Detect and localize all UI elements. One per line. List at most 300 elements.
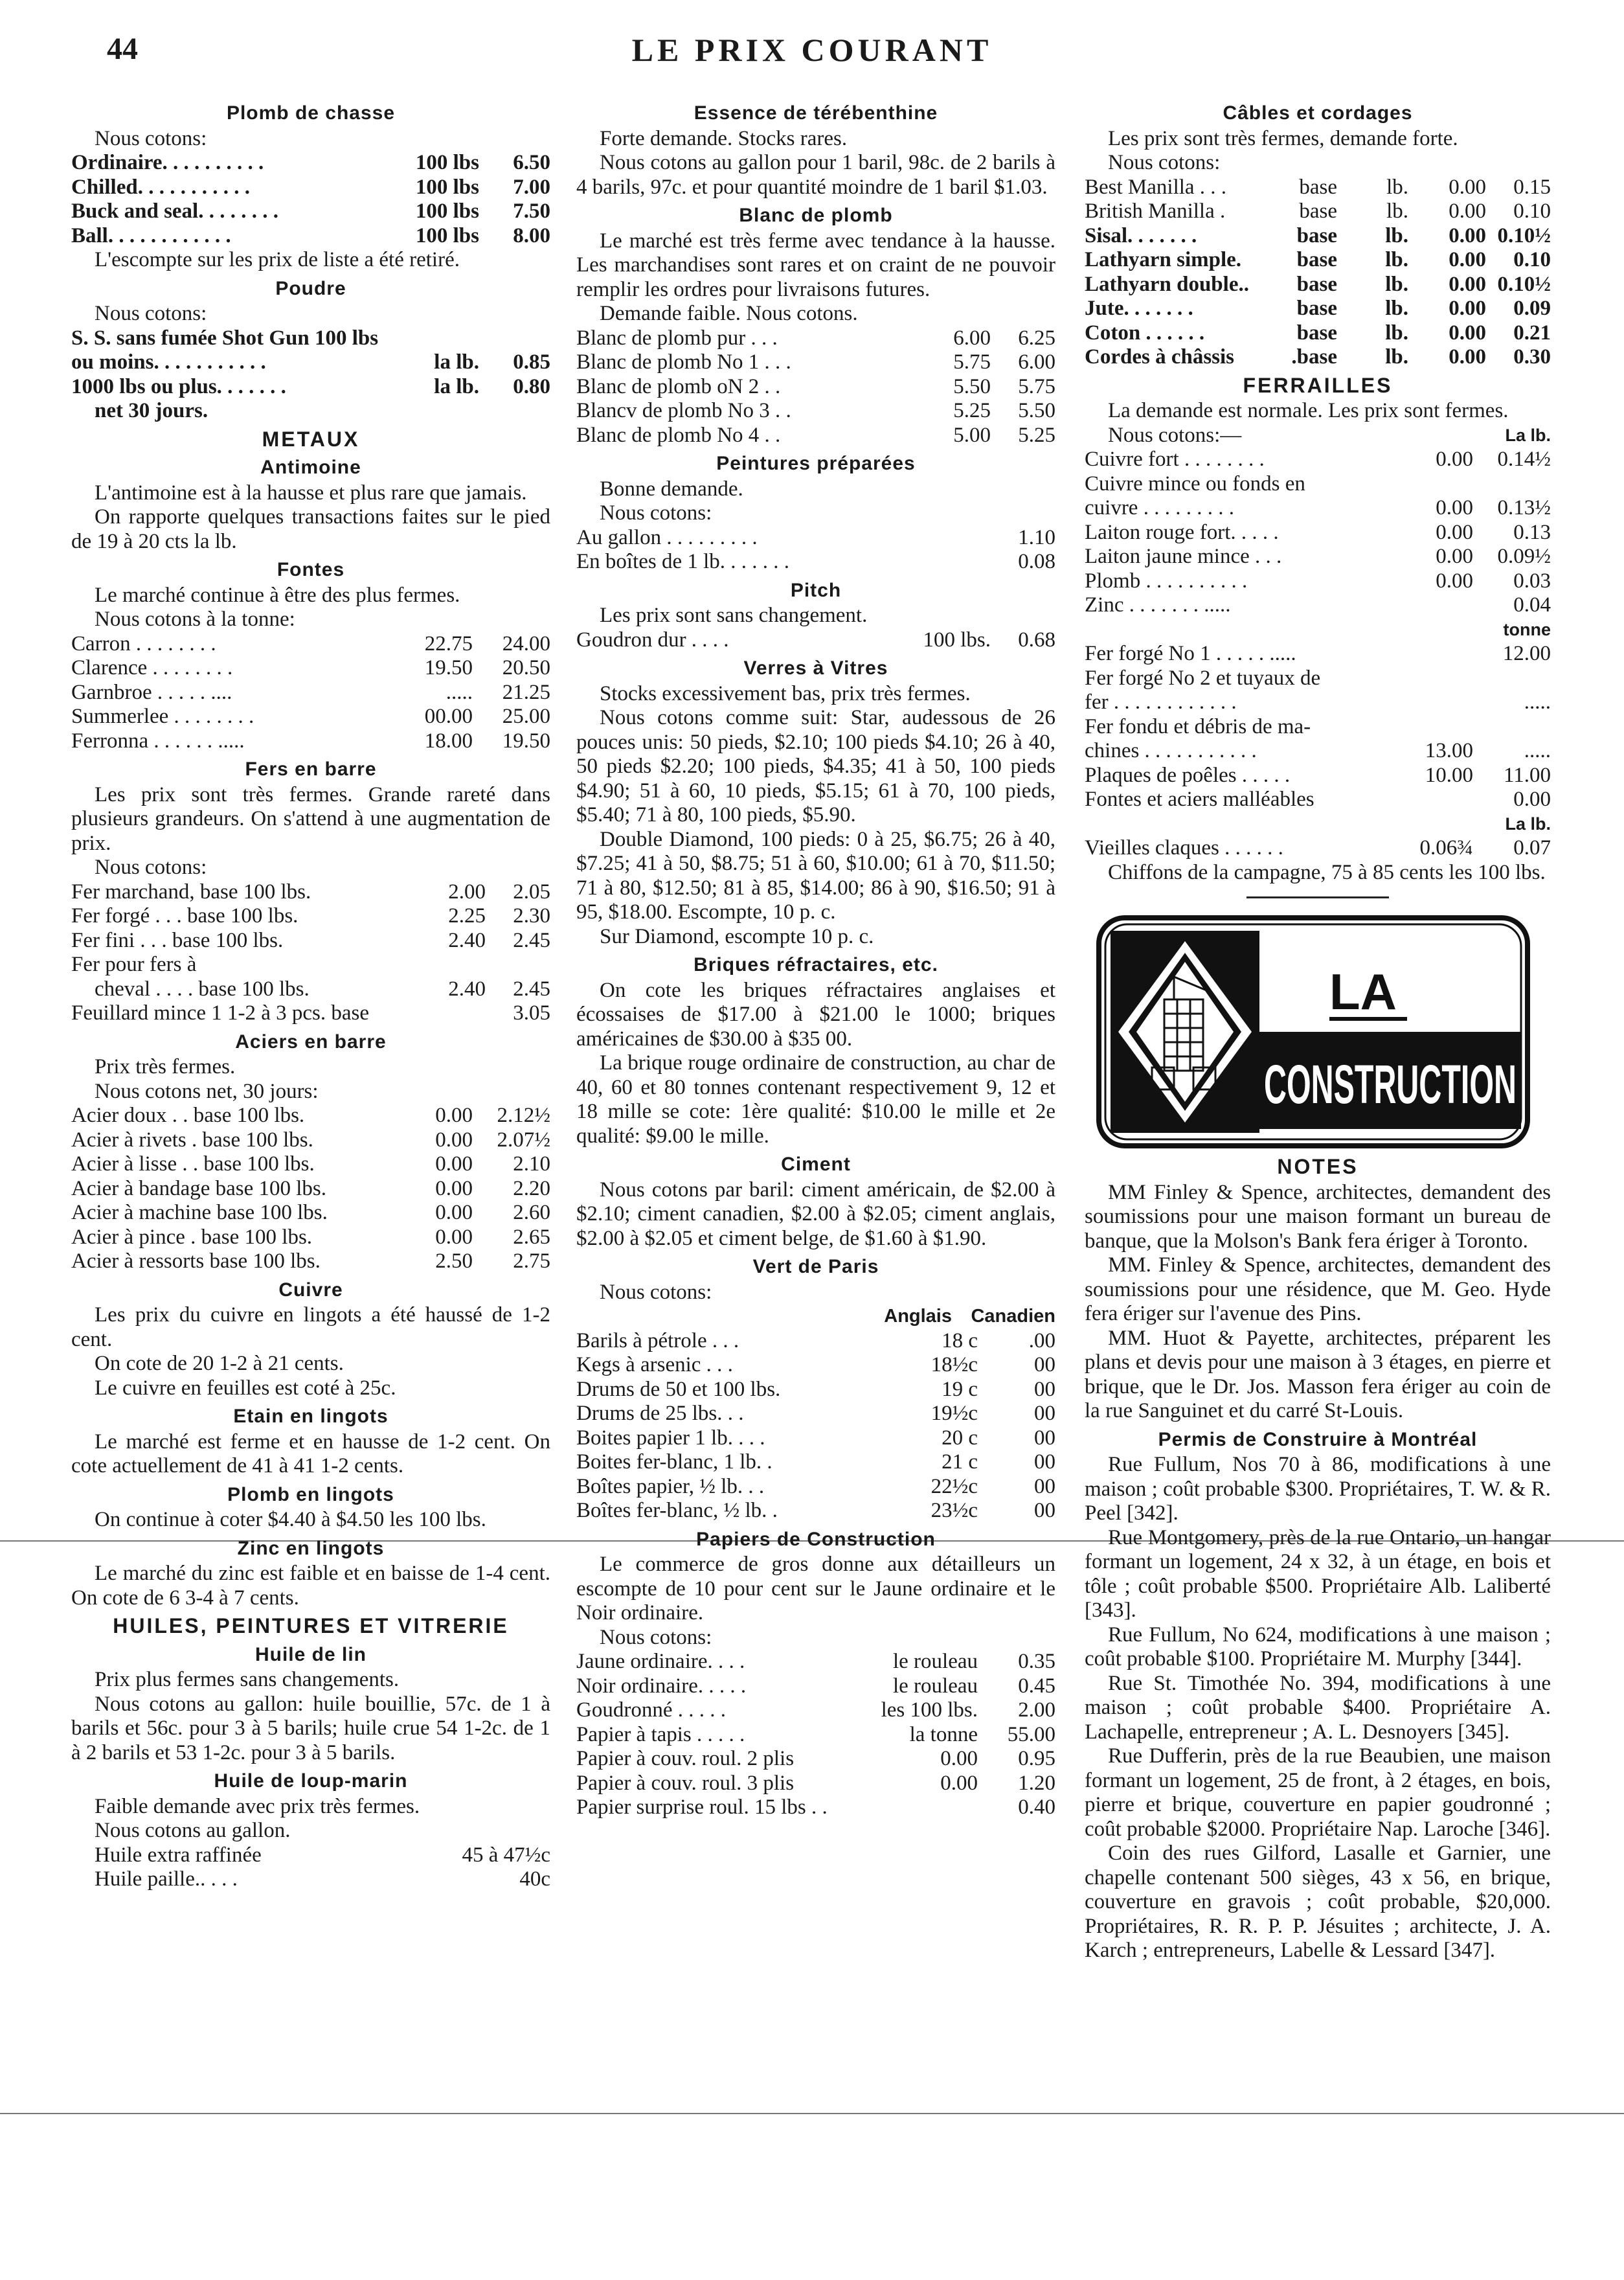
row-label: Fer fondu et débris de ma- (1085, 714, 1311, 738)
price-row (71, 1104, 550, 1128)
price-row (576, 1674, 1055, 1699)
page-number: 44 (107, 32, 138, 66)
row-price-high: 0.21 (1513, 321, 1551, 345)
row-label: Cordes à châssis (1085, 345, 1235, 369)
row-base: base (1296, 248, 1337, 271)
row-unit: le rouleau (892, 1650, 978, 1673)
row-price-low: 0.00 (940, 1771, 978, 1795)
price-row (71, 977, 550, 1002)
row-price: 45 à 47½c (462, 1843, 550, 1867)
row-price-low (1395, 472, 1473, 497)
paragraph: Rue Fullum, No 624, modifications à une maison ; coût probable $100. Propriétaire M. Murphy [344]. (1085, 1623, 1551, 1670)
price-row (1085, 739, 1551, 764)
intro-text: Nous cotons: (600, 1625, 712, 1649)
paragraph: MM Finley & Spence, architectes, demandent des soumissions pour une maison formant un bureau de banque, que la Molson's Bank fera ériger à Toronto. (1085, 1180, 1551, 1253)
section-heading: Câbles et cordages (1223, 102, 1413, 124)
row-price-high (1473, 715, 1551, 740)
row-label: cuivre . . . . . . . . . (1085, 496, 1234, 519)
row-price-low: 2.40 (448, 977, 486, 1001)
paragraph: Les prix sont très fermes. Grande rareté dans plusieurs grandeurs. On s'attend à une augmentation de prix. (71, 782, 550, 855)
paragraph: On cote les briques réfractaires anglaises et écossaises de $17.00 à $21.00 le 1000; briques américaines de $30.00 à $35 00. (576, 978, 1055, 1051)
row-label: Feuillard mince 1 1-2 à 3 pcs. base (71, 1001, 370, 1025)
page-header (0, 0, 1624, 91)
price-row (576, 326, 1055, 351)
row-base: base (1296, 272, 1337, 296)
paragraph: Sur Diamond, escompte 10 p. c. (600, 924, 874, 948)
row-price-high: 25.00 (502, 705, 550, 728)
price-row (71, 224, 550, 249)
row-price-low: 22.75 (424, 632, 473, 656)
row-price-low: 5.25 (953, 399, 991, 422)
row-label: Summerlee . . . . . . . . (71, 705, 254, 728)
paragraph: Les prix du cuivre en lingots a été haussé de 1-2 cent. (71, 1303, 550, 1351)
row-label: Acier à pince . base 100 lbs. (71, 1225, 313, 1249)
row-price-low: 0.00 (435, 1128, 473, 1152)
row-price-high: ..... (1524, 690, 1551, 714)
paragraph: Les prix sont sans changement. (600, 604, 868, 627)
row-price-low: 0.00 (1436, 545, 1473, 568)
column-2 (576, 97, 1055, 1820)
row-price-high (1473, 472, 1551, 497)
price-row (576, 1723, 1055, 1748)
section-heading: Cuivre (278, 1279, 343, 1301)
row-price: 0.80 (513, 374, 550, 398)
row-price-low: 0.00 (435, 1104, 473, 1127)
paragraph: Forte demande. Stocks rares. (600, 126, 848, 150)
row-price-low: 0.00 (1449, 321, 1486, 345)
row-price-high: 5.75 (1018, 374, 1055, 398)
row-price-low: 0.00 (1449, 297, 1486, 320)
construction-logo-icon (1096, 915, 1530, 1148)
section-heading: Plomb en lingots (227, 1483, 394, 1505)
row-label: Boîtes papier, ½ lb. . . (576, 1474, 765, 1498)
intro-text: Nous cotons: (600, 1280, 712, 1304)
row-price: 0.45 (1018, 1674, 1055, 1698)
row-price-high: 0.10½ (1497, 272, 1551, 296)
section-heading: Plomb de chasse (226, 102, 396, 124)
section-heading: Fontes (276, 559, 345, 580)
row-label: Papier à couv. roul. 2 plis (576, 1747, 795, 1770)
row-label: Au gallon . . . . . . . . . (576, 525, 758, 549)
paragraph: Prix très fermes. (95, 1055, 236, 1078)
row-price-low: 0.00 (1449, 175, 1486, 199)
row-price-high: 2.65 (513, 1225, 550, 1249)
section-note: net 30 jours. (95, 399, 209, 422)
row-label: Plomb . . . . . . . . . . (1085, 569, 1248, 593)
row-label: Fer forgé No 1 . . . . . ..... (1085, 642, 1296, 665)
row-price-high: 0.09 (1513, 297, 1551, 320)
row-unit: 100 lbs (415, 223, 479, 247)
paragraph: Rue Dufferin, près de la rue Beaubien, une maison formant un logement, 25 de front, à 2 étages, en bois, pierre et brique, couverture en papier goudronné ; coût probable $2000. Propriétaire Nap. Laroche [346]. (1085, 1744, 1551, 1841)
paragraph: La brique rouge ordinaire de construction, au char de 40, 60 et 80 tonnes contenant respectivement 9, 12 et 18 mille se cote: 1ère qualité: $10.00 le mille et 2e qualité: $9.00 le mille. (576, 1051, 1055, 1148)
row-unit: lb. (1385, 223, 1408, 247)
row-price-canadien: 00 (1034, 1474, 1055, 1498)
price-row (1085, 715, 1551, 740)
price-row (576, 399, 1055, 424)
section-heading: Antimoine (260, 457, 361, 478)
row-base: base (1296, 297, 1337, 320)
row-price-low: 0.00 (435, 1225, 473, 1249)
row-price-high: 2.75 (513, 1249, 550, 1273)
price-row (71, 729, 550, 754)
row-price-high: 2.05 (513, 880, 550, 904)
price-row (576, 350, 1055, 375)
row-price-low: 5.50 (953, 374, 991, 398)
price-row (71, 1249, 550, 1274)
price-row (1085, 690, 1551, 715)
paragraph: MM. Finley & Spence, architectes, demandent des soumissions pour une résidence, que M. Geo. Hyde fera ériger sur l'avenue des Pins. (1085, 1253, 1551, 1325)
logo-word-construction: CONSTRUCTION (1264, 1054, 1517, 1115)
row-label: Noir ordinaire. . . . . (576, 1674, 747, 1698)
paragraph: Faible demande avec prix très fermes. (95, 1794, 420, 1818)
row-label: Acier à lisse . . base 100 lbs. (71, 1152, 315, 1176)
row-price: 0.40 (1018, 1796, 1055, 1819)
paragraph: MM. Huot & Payette, architectes, préparent les plans et devis pour une maison à 3 étages, en pierre et brique, que le Dr. Jos. Masson fera ériger au coin de la rue Sanguinet et du carré St-Louis. (1085, 1326, 1551, 1422)
product-line: S. S. sans fumée Shot Gun 100 lbs (71, 326, 379, 350)
row-price-high: 2.12½ (497, 1104, 550, 1127)
price-row (71, 151, 550, 176)
row-unit: la lb. (434, 374, 479, 398)
row-price-anglais: 18 c (942, 1328, 978, 1352)
price-row (576, 1499, 1055, 1523)
paragraph: Rue Fullum, Nos 70 à 86, modifications à une maison ; coût probable $300. Propriétaires, T. W. & R. Peel [342]. (1085, 1453, 1551, 1525)
price-row (1085, 521, 1551, 545)
row-price-high: 11.00 (1503, 763, 1551, 787)
row-label: Papier à couv. roul. 3 plis (576, 1771, 795, 1795)
row-label: Cuivre mince ou fonds en (1085, 472, 1305, 496)
category-heading: METAUX (262, 427, 360, 451)
row-label: Blancv de plomb No 3 . . (576, 399, 791, 422)
category-heading: HUILES, PEINTURES ET VITRERIE (113, 1614, 509, 1637)
row-price-high: 3.05 (513, 1001, 550, 1025)
row-price: 55.00 (1007, 1722, 1055, 1746)
row-label: Cuivre fort . . . . . . . . (1085, 448, 1265, 471)
row-label: Acier à ressorts base 100 lbs. (71, 1249, 321, 1273)
row-price-low: 13.00 (1425, 739, 1473, 762)
price-row (1085, 200, 1551, 224)
row-price-high: 0.00 (1513, 788, 1551, 811)
row-price-canadien: 00 (1034, 1499, 1055, 1522)
price-row (1085, 788, 1551, 812)
price-row (1085, 176, 1551, 200)
price-row (576, 1475, 1055, 1499)
row-price-anglais: 23½c (930, 1499, 978, 1522)
paragraph: Nous cotons comme suit: Star, audessous de 26 pouces unis: 50 pieds, $2.10; 100 pieds $4.10; 26 à 40, 50 pieds $2.20; 100 pieds, $4.35; 41 à 50, 100 pieds $4.90; 51 à 60, 10 pieds, $5.15; 61 à 70, 100 pieds, $5.40; 71 à 80, 100 pieds, $5.90. (576, 706, 1055, 826)
table-header (576, 1305, 1055, 1329)
section-heading: Briques réfractaires, etc. (694, 954, 938, 975)
row-price-low: 0.00 (435, 1152, 473, 1176)
price-row (71, 1152, 550, 1177)
row-unit: lb. (1385, 345, 1408, 369)
row-price-low (1395, 667, 1473, 691)
section-heading: Blanc de plomb (739, 205, 893, 226)
section-heading: Permis de Construire à Montréal (1158, 1428, 1478, 1450)
intro-text: Nous cotons: (95, 126, 207, 150)
row-price: 0.08 (1018, 550, 1055, 573)
price-row (1085, 273, 1551, 297)
section-heading: Verres à Vitres (743, 657, 888, 679)
row-label: Buck and seal. . . . . . . . (71, 200, 278, 223)
row-price-anglais: 18½c (930, 1353, 978, 1376)
logo-word-la: LA (1329, 963, 1397, 1020)
price-row (576, 1772, 1055, 1796)
price-row (71, 1867, 550, 1892)
row-base: base (1296, 321, 1337, 345)
paragraph: Nous cotons au gallon: huile bouillie, 57c. de 1 à barils et 56c. pour 3 à 5 barils; huile crue 54 1-2c. de 1 à 2 barils et 53 1-2c. pour 3 à 5 barils. (71, 1692, 550, 1764)
row-base: base (1299, 200, 1337, 223)
paragraph: Demande faible. Nous cotons. (600, 302, 858, 325)
paragraph: Le marché est ferme et en hausse de 1-2 cent. On cote actuellement de 41 à 41 1-2 cents. (71, 1430, 550, 1477)
paragraph: Le marché du zinc est faible et en baisse de 1-4 cent. On cote de 6 3-4 à 7 cents. (71, 1562, 550, 1610)
column-1 (71, 97, 550, 1892)
price-row (576, 628, 1055, 653)
row-label: Lathyarn double.. (1085, 272, 1249, 296)
row-price-high: 2.10 (513, 1152, 550, 1176)
row-label: Plaques de poêles . . . . . (1085, 763, 1291, 787)
intro-text: Nous cotons:— (1108, 423, 1242, 447)
row-label: Carron . . . . . . . . (71, 632, 216, 656)
price-row (576, 1353, 1055, 1378)
row-price-high: 2.45 (513, 977, 550, 1001)
row-label: Jute. . . . . . . (1085, 297, 1193, 320)
row-label: Goudronné . . . . . (576, 1698, 726, 1722)
paragraph: Le marché continue à être des plus fermes. (95, 583, 460, 607)
intro-text: Nous cotons net, 30 jours: (95, 1079, 319, 1103)
price-row (71, 880, 550, 905)
row-price-canadien: 00 (1034, 1426, 1055, 1450)
row-price: 7.50 (513, 200, 550, 223)
row-label: Chilled. . . . . . . . . . . (71, 175, 250, 199)
row-price-anglais: 20 c (942, 1426, 978, 1450)
row-price-low: 19.50 (424, 656, 473, 679)
row-label: Ball. . . . . . . . . . . . (71, 223, 231, 247)
paragraph: Prix plus fermes sans changements. (95, 1668, 400, 1691)
price-row (71, 904, 550, 929)
row-price-anglais: 21 c (942, 1450, 978, 1474)
row-price-low: 2.50 (435, 1249, 473, 1273)
row-price-low: 0.00 (1436, 569, 1473, 593)
row-price-high: 0.14½ (1497, 448, 1551, 471)
row-price: 0.95 (1018, 1747, 1055, 1770)
row-price-low: 0.00 (1449, 272, 1486, 296)
row-price-low: 18.00 (424, 729, 473, 753)
row-label: Ferronna . . . . . . ..... (71, 729, 245, 753)
paragraph: Le commerce de gros donne aux détailleurs un escompte de 10 pour cent sur le Jaune ordinaire et le Noir ordinaire. (576, 1553, 1055, 1624)
row-label: fer . . . . . . . . . . . . (1085, 690, 1237, 714)
row-price-high: 0.10 (1513, 200, 1551, 223)
row-price: 6.50 (513, 151, 550, 174)
row-label: Coton . . . . . . (1085, 321, 1205, 345)
row-price: 8.00 (513, 223, 550, 247)
section-heading: Essence de térébenthine (694, 102, 938, 124)
row-price-anglais: 19½c (930, 1402, 978, 1425)
row-label: En boîtes de 1 lb. . . . . . . (576, 550, 790, 573)
price-row (1085, 569, 1551, 594)
row-price-high: 0.15 (1513, 175, 1551, 199)
row-price-high: 0.07 (1513, 836, 1551, 860)
row-price-high: 6.25 (1018, 326, 1055, 350)
row-price-anglais: 22½c (930, 1474, 978, 1498)
paragraph: Stocks excessivement bas, prix très fermes. (600, 681, 971, 705)
row-label: Blanc de plomb pur . . . (576, 326, 778, 350)
paragraph: On continue à coter $4.40 à $4.50 les 100 lbs. (95, 1508, 486, 1531)
price-row (71, 705, 550, 729)
unit-row (1085, 424, 1551, 448)
price-row (71, 350, 550, 375)
scan-line (0, 2113, 1624, 2114)
section-heading: Etain en lingots (233, 1406, 389, 1427)
unit-label: La lb. (1505, 425, 1551, 445)
row-label: Laiton jaune mince . . . (1085, 545, 1282, 568)
row-label: Fontes et aciers malléables (1085, 788, 1314, 811)
row-price: 0.85 (513, 350, 550, 374)
row-label: Boites fer-blanc, 1 lb. . (576, 1450, 773, 1474)
row-label: Lathyarn simple. (1085, 248, 1242, 271)
price-row (576, 1329, 1055, 1354)
row-price-low: 6.00 (953, 326, 991, 350)
row-price-low: 2.40 (448, 928, 486, 952)
row-price-low: 0.00 (1436, 496, 1473, 519)
row-price-anglais: 19 c (942, 1377, 978, 1401)
paragraph: On cote de 20 1-2 à 21 cents. (95, 1352, 344, 1375)
row-price-low: 5.00 (953, 423, 991, 447)
row-price-low: 00.00 (424, 705, 473, 728)
row-price-high: 5.25 (1018, 423, 1055, 447)
row-price-low: 2.25 (448, 904, 486, 928)
price-row (1085, 224, 1551, 249)
price-row (576, 375, 1055, 400)
section-heading: Poudre (275, 277, 346, 299)
row-label: Drums de 50 et 100 lbs. (576, 1377, 781, 1401)
row-price-high: 0.30 (1513, 345, 1551, 369)
row-label: Acier à bandage base 100 lbs. (71, 1176, 327, 1200)
price-row (71, 1128, 550, 1153)
price-row (71, 1201, 550, 1226)
row-price-low: 0.00 (1436, 520, 1473, 544)
row-price-high: 0.13 (1513, 520, 1551, 544)
price-row (1085, 642, 1551, 667)
row-price-high (1473, 667, 1551, 691)
paragraph: La demande est normale. Les prix sont fermes. (1108, 399, 1509, 422)
unit-label: tonne (1503, 619, 1551, 639)
price-row (1085, 448, 1551, 472)
section-note: L'escompte sur les prix de liste a été retiré. (95, 248, 460, 271)
row-unit: lb. (1386, 175, 1408, 199)
price-row (576, 1402, 1055, 1426)
row-label: Sisal. . . . . . . (1085, 223, 1197, 247)
row-price-low: 10.00 (1425, 763, 1473, 787)
row-label: Fer forgé No 2 et tuyaux de (1085, 666, 1321, 690)
row-price-high: 5.50 (1018, 399, 1055, 422)
paragraph: Double Diamond, 100 pieds: 0 à 25, $6.75; 26 à 40, $7.25; 41 à 50, $8.75; 51 à 60, $10.00; 61 à 70, $11.50; 71 à 80, $12.50; 81 à 85, $14.00; 86 à 90, $16.50; 91 à 95, $18.00. Escompte, 10 p. c. (576, 827, 1055, 924)
section-heading: Aciers en barre (235, 1031, 387, 1053)
row-price: 2.00 (1018, 1698, 1055, 1722)
row-base: base (1296, 223, 1337, 247)
row-price-low: 0.06¾ (1419, 836, 1473, 860)
row-label: Laiton rouge fort. . . . . (1085, 520, 1279, 544)
section-heading: Huile de loup-marin (214, 1770, 408, 1792)
row-label: Kegs à arsenic . . . (576, 1353, 733, 1376)
unit-label: La lb. (1505, 814, 1551, 834)
row-label: Jaune ordinaire. . . . (576, 1650, 745, 1673)
price-row (576, 1450, 1055, 1475)
row-price: 7.00 (513, 175, 550, 199)
intro-text: Nous cotons: (600, 501, 712, 525)
row-price-low (1395, 690, 1473, 715)
row-price-low: 0.00 (435, 1176, 473, 1200)
price-row (576, 1698, 1055, 1723)
price-row (71, 200, 550, 224)
row-price-low: 0.00 (1449, 223, 1486, 247)
row-label: Blanc de plomb oN 2 . . (576, 374, 781, 398)
price-row (71, 632, 550, 657)
row-price-high: 0.03 (1513, 569, 1551, 593)
intro-text: Nous cotons: (1108, 151, 1221, 174)
price-row (1085, 496, 1551, 521)
row-price-high: 6.00 (1018, 350, 1055, 374)
row-price-low: 2.00 (448, 880, 486, 904)
price-row (71, 176, 550, 200)
row-label: Zinc . . . . . . . ..... (1085, 593, 1231, 617)
intro-text: Nous cotons au gallon. (95, 1819, 291, 1842)
row-label: Blanc de plomb No 1 . . . (576, 350, 791, 374)
column-header: Anglais (884, 1306, 952, 1327)
price-row (1085, 836, 1551, 861)
row-label: Boites papier 1 lb. . . . (576, 1426, 765, 1450)
price-row (71, 1843, 550, 1868)
row-unit: lb. (1385, 248, 1408, 271)
paragraph: Le marché est très ferme avec tendance à la hausse. Les marchandises sont rares et on craint de ne pouvoir remplir les ordres pour livraisons futures. (576, 229, 1055, 301)
row-label: Boîtes fer-blanc, ½ lb. . (576, 1499, 778, 1522)
price-row (1085, 764, 1551, 788)
section-heading: Vert de Paris (752, 1256, 879, 1277)
row-label: Fer pour fers à (71, 953, 197, 976)
section-heading: Zinc en lingots (237, 1537, 385, 1559)
row-unit: lb. (1385, 321, 1408, 345)
row-price-low: 0.00 (435, 1201, 473, 1224)
price-row (576, 424, 1055, 448)
price-row (1085, 667, 1551, 691)
row-label: Ordinaire. . . . . . . . . . (71, 151, 264, 174)
row-price-canadien: .00 (1028, 1328, 1055, 1352)
price-row (576, 1378, 1055, 1402)
row-price-low: 5.75 (953, 350, 991, 374)
row-label: chines . . . . . . . . . . . (1085, 739, 1257, 762)
row-label: Acier à rivets . base 100 lbs. (71, 1128, 313, 1152)
row-price-canadien: 00 (1034, 1353, 1055, 1376)
intro-text: Nous cotons: (95, 856, 207, 879)
price-row (1085, 297, 1551, 321)
row-unit: le rouleau (892, 1674, 978, 1698)
row-price: 0.35 (1018, 1650, 1055, 1673)
row-price-high: 19.50 (502, 729, 550, 753)
row-price-high: 24.00 (502, 632, 550, 656)
row-label: Vieilles claques . . . . . . (1085, 836, 1283, 860)
row-price-high: 0.10 (1513, 248, 1551, 271)
row-unit: la lb. (434, 350, 479, 374)
price-row (71, 656, 550, 681)
row-price-high: 0.10½ (1497, 223, 1551, 247)
row-label: Garnbroe . . . . . .... (71, 680, 232, 704)
paragraph: On rapporte quelques transactions faites sur le pied de 19 à 20 cts la lb. (71, 505, 550, 553)
row-price-low (1395, 593, 1473, 618)
price-row (71, 1226, 550, 1250)
paragraph: Les prix sont très fermes, demande forte. (1108, 126, 1458, 150)
row-price-high: 0.09½ (1497, 545, 1551, 568)
intro-text: Nous cotons à la tonne: (95, 608, 295, 631)
price-row (576, 1796, 1055, 1820)
row-price-high: 0.04 (1513, 593, 1551, 617)
